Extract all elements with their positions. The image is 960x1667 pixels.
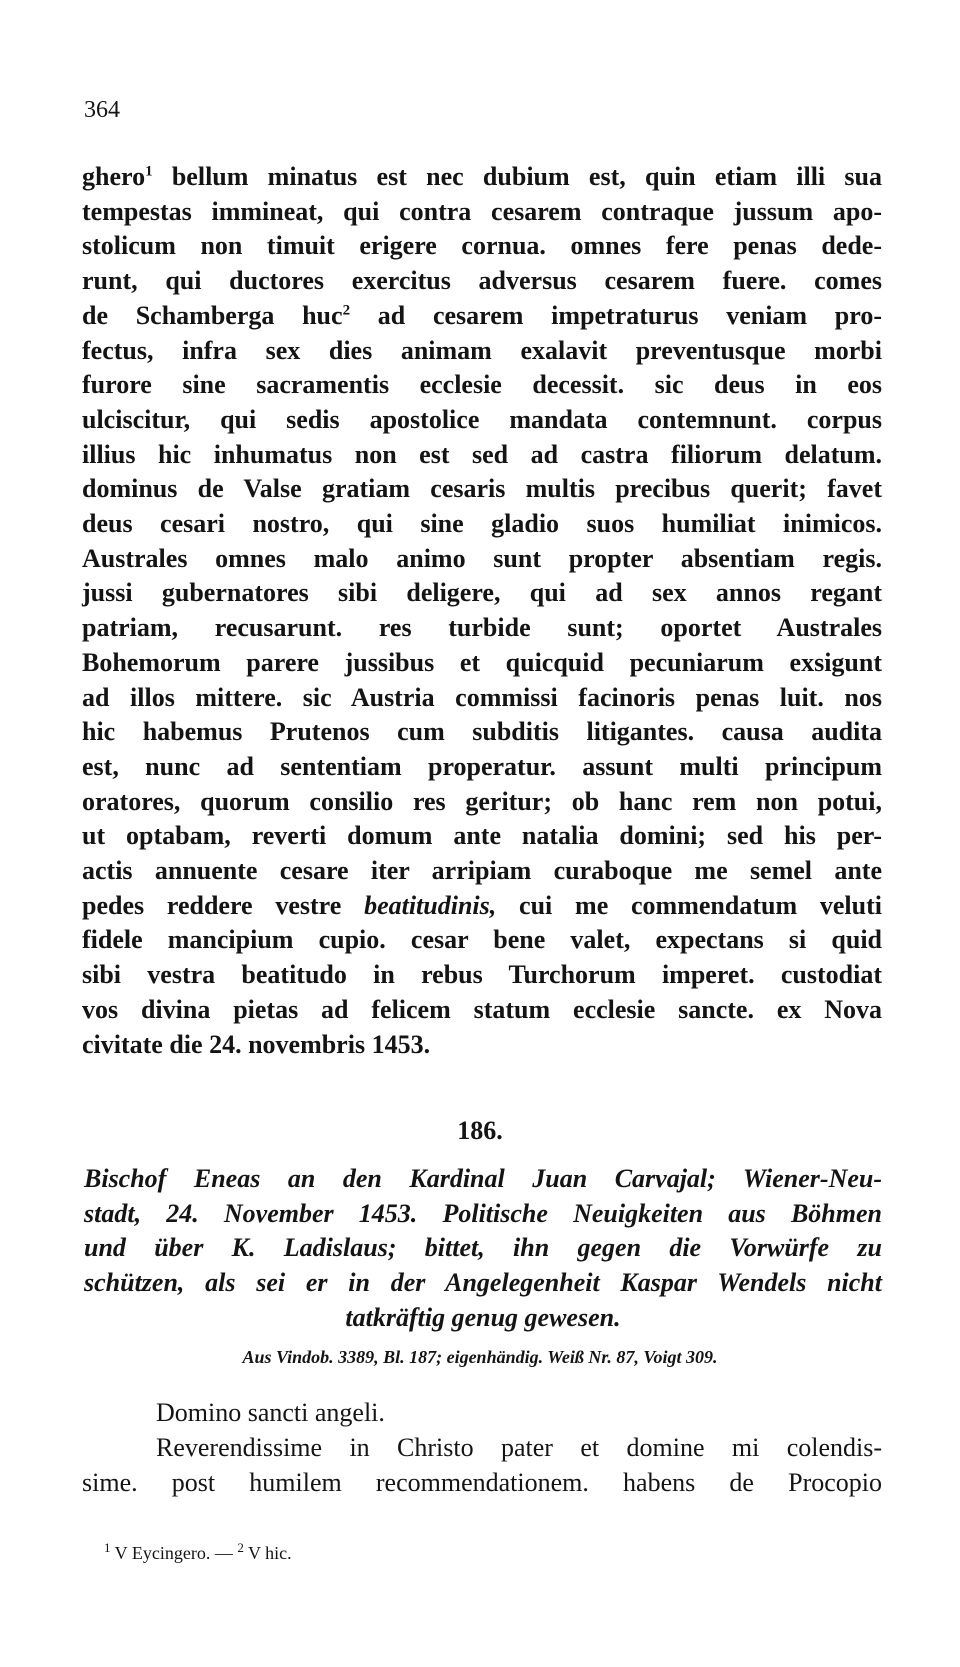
- text-segment: civitate die 24. novembris 1453.: [82, 1029, 431, 1059]
- regest-line: und über K. Ladislaus; bittet, ihn gegen die Vorwürfe zu: [84, 1233, 882, 1263]
- footnote-text: V Eycingero. —: [110, 1543, 238, 1563]
- letter-number: 186.: [457, 1116, 503, 1145]
- text-line: [82, 854, 882, 889]
- text-line: [82, 646, 882, 681]
- text-line: [82, 958, 882, 993]
- footnote-reference: 1: [145, 163, 153, 180]
- text-line: [82, 472, 882, 507]
- regest-line: Bischof Eneas an den Kardinal Juan Carvajal; Wiener-Neu-: [84, 1164, 882, 1193]
- text-line: [82, 681, 882, 716]
- text-line: [82, 229, 882, 264]
- text-segment: ulciscitur, qui sedis apostolice mandata contemnunt. corpus: [82, 404, 882, 434]
- text-line: [82, 715, 882, 750]
- text-segment: de Schamberga huc: [82, 300, 343, 330]
- text-segment: Australes omnes malo animo sunt propter absentiam regis.: [82, 543, 882, 573]
- text-segment: est, nunc ad sententiam properatur. assunt multi principum: [82, 751, 882, 781]
- text-line: [82, 195, 882, 230]
- text-segment: jussi gubernatores sibi deligere, qui ad sex annos regant: [82, 578, 882, 608]
- letter-body-line: Reverendissime in Christo pater et domine mi colendis-: [156, 1433, 882, 1462]
- text-line: [82, 750, 882, 785]
- text-line: [82, 923, 882, 958]
- text-segment: deus cesari nostro, qui sine gladio suos humiliat inimicos.: [82, 509, 882, 539]
- text-line: [82, 403, 882, 438]
- text-line: [82, 1028, 882, 1063]
- text-segment: vos divina pietas ad felicem statum ecclesie sancte. ex Nova: [82, 994, 882, 1024]
- text-segment: dominus de Valse gratiam cesaris multis precibus querit; favet: [82, 474, 882, 504]
- text-line: [82, 438, 882, 473]
- text-segment: pedes reddere vestre: [82, 890, 365, 920]
- text-line: [82, 264, 882, 299]
- footnote-marker: 1: [104, 1540, 111, 1555]
- text-segment: stolicum non timuit erigere cornua. omnes fere penas dede-: [82, 231, 882, 261]
- text-segment: oratores, quorum consilio res geritur; ob hanc rem non potui,: [82, 786, 882, 816]
- text-line: [82, 507, 882, 542]
- text-segment: ad cesarem impetraturus veniam pro-: [350, 300, 882, 330]
- source-note: Aus Vindob. 3389, Bl. 187; eigenhändig. Weiß Nr. 87, Voigt 309.: [242, 1347, 718, 1367]
- text-segment: ut optabam, reverti domum ante natalia domini; sed his per-: [82, 821, 882, 851]
- text-segment: runt, qui ductores exercitus adversus cesarem fuere. comes: [82, 266, 882, 296]
- text-line: [82, 785, 882, 820]
- text-segment: Bohemorum parere jussibus et quicquid pecuniarum exsigunt: [82, 647, 882, 677]
- footnote-marker: 2: [237, 1540, 244, 1555]
- text-line: [82, 611, 882, 646]
- italic-segment: beatitudinis,: [364, 890, 497, 920]
- text-segment: fidele mancipium cupio. cesar bene valet, expectans si quid: [82, 925, 882, 955]
- text-line: [82, 368, 882, 403]
- letter-regest: [84, 1162, 882, 1336]
- footnotes: [104, 1542, 292, 1564]
- text-segment: actis annuente cesare iter arripiam curaboque me semel ante: [82, 856, 882, 886]
- salutation: Domino sancti angeli.: [156, 1398, 385, 1427]
- text-line: [82, 819, 882, 854]
- text-segment: cui me commendatum veluti: [496, 890, 882, 920]
- main-text: [82, 160, 882, 1062]
- text-line: [82, 299, 882, 334]
- text-segment: fectus, infra sex dies animam exalavit preventusque morbi: [82, 335, 882, 365]
- letter-body-line: sime. post humilem recommendationem. habens de Procopio: [82, 1467, 882, 1497]
- text-segment: tempestas immineat, qui contra cesarem contraque jussum apo-: [82, 196, 882, 226]
- text-segment: hic habemus Prutenos cum subditis litigantes. causa audita: [82, 717, 882, 747]
- text-line: [82, 993, 882, 1028]
- text-segment: ad illos mittere. sic Austria commissi facinoris penas luit. nos: [82, 682, 882, 712]
- text-segment: illius hic inhumatus non est sed ad castra filiorum delatum.: [82, 439, 882, 469]
- text-segment: furore sine sacramentis ecclesie decessit. sic deus in eos: [82, 370, 882, 400]
- text-line: [82, 542, 882, 577]
- regest-line: schützen, als sei er in der Angelegenheit Kaspar Wendels nicht: [84, 1268, 882, 1298]
- regest-line: stadt, 24. November 1453. Politische Neuigkeiten aus Böhmen: [84, 1198, 882, 1228]
- page-number: 364: [84, 97, 120, 123]
- text-line: [82, 576, 882, 611]
- text-line: [82, 334, 882, 369]
- text-segment: ghero: [82, 162, 146, 191]
- text-segment: bellum minatus est nec dubium est, quin etiam illi sua: [152, 162, 882, 191]
- regest-line: tatkräftig genug gewesen.: [345, 1302, 621, 1332]
- footnote-text: V hic.: [243, 1543, 292, 1563]
- text-segment: sibi vestra beatitudo in rebus Turchorum imperet. custodiat: [82, 960, 882, 990]
- text-line: [82, 160, 882, 195]
- text-line: [82, 889, 882, 924]
- footnote-reference: 2: [342, 302, 351, 319]
- text-segment: patriam, recusarunt. res turbide sunt; oportet Australes: [82, 613, 882, 643]
- letter-body: [82, 1431, 882, 1500]
